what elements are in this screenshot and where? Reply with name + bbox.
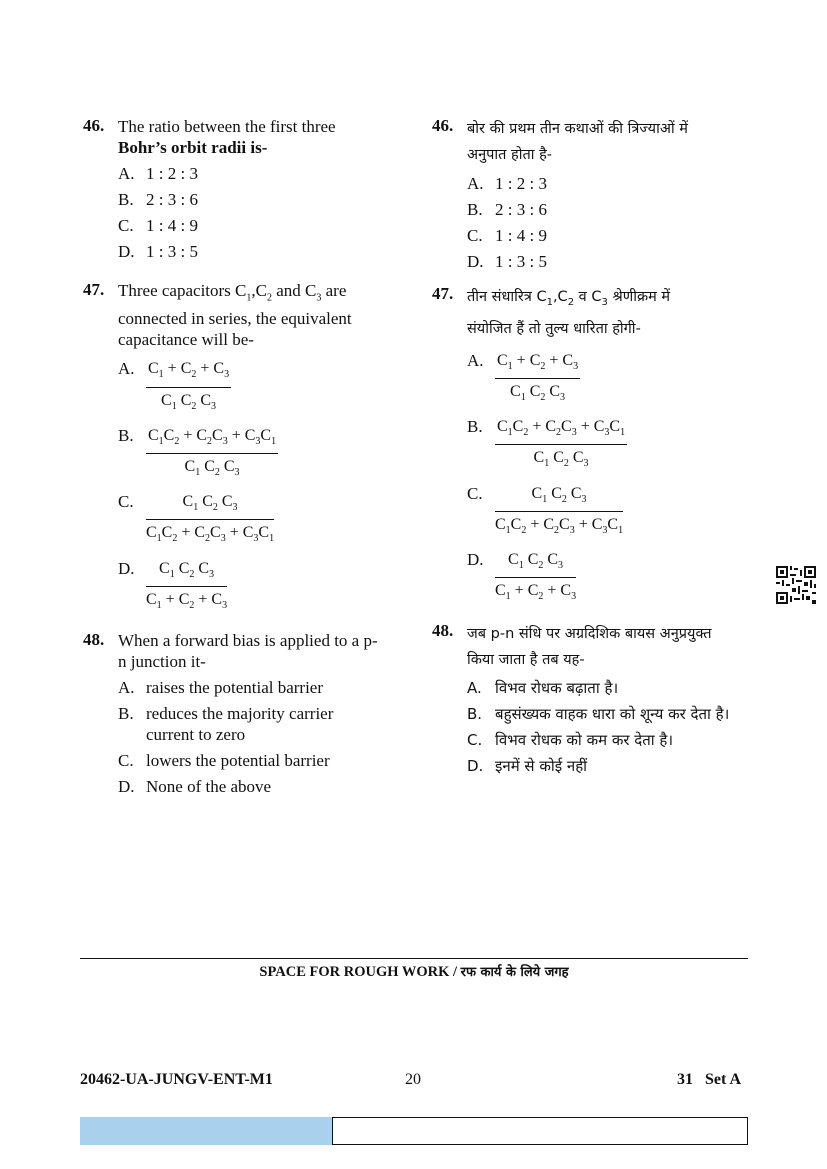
fraction: $\frac{C_1C_2 + C_2C_3 + C_3C_1}{C_1 C_2 C_3}$ — [148, 426, 277, 479]
question-48-en — [83, 630, 383, 797]
question-number: 47. — [83, 280, 105, 299]
question-number: 48. — [83, 629, 105, 649]
option-d[interactable]: D. 1 : 3 : 5 — [118, 242, 198, 261]
option-c[interactable]: C. 1 : 4 : 9 — [118, 216, 198, 235]
option-a[interactable]: A. 1 : 2 : 3 — [467, 174, 547, 193]
question-text: When a forward bias is applied to a p- n junction it- — [118, 630, 378, 671]
fraction: $\frac{C_1 + C_2 + C_3}{C_1 C_2 C_3}$ — [148, 360, 230, 412]
qr-code-icon — [776, 566, 816, 604]
bottom-color-bar — [80, 1117, 332, 1145]
option-b[interactable]: B. बहुसंख्यक वाहक धारा को शून्य कर देता है। — [467, 705, 730, 724]
fraction: $\frac{C_1 C_2 C_3}{C_1C_2 + C_2C_3 + C_3C_1}$ — [146, 493, 275, 545]
question-text: जब p-n संधि पर अग्रदिशिक बायस अनुप्रयुक्त किया जाता है तब यह- — [467, 626, 712, 669]
question-text: Three capacitors $C_1,C_2$ and $C_3$ are connected in series, the equivalent capacitance will be- — [118, 281, 352, 350]
option-d[interactable]: D. None of the above — [118, 776, 272, 796]
question-number: 46. — [432, 116, 454, 135]
option-a[interactable]: A. $\frac{C_1 + C_2 + C_3}{C_1 C_2 C_3}$ — [118, 358, 383, 416]
option-a[interactable]: A. 1 : 2 : 3 — [118, 164, 198, 183]
option-c[interactable]: C. $\frac{C_1 C_2 C_3}{C_1C_2 + C_2C_3 + C_3C_1}$ — [467, 483, 752, 541]
option-d[interactable]: D. 1 : 3 : 5 — [467, 252, 547, 271]
option-c[interactable]: C. $\frac{C_1 C_2 C_3}{C_1C_2 + C_2C_3 + C_3C_1}$ — [118, 491, 383, 549]
fraction: $\frac{C_1 C_2 C_3}{C_1 + C_2 + C_3}$ — [146, 559, 228, 611]
option-b[interactable]: B. $\frac{C_1C_2 + C_2C_3 + C_3C_1}{C_1 C_2 C_3}$ — [118, 425, 383, 483]
option-b[interactable]: B. 2 : 3 : 6 — [467, 200, 547, 219]
fraction: $\frac{C_1 C_2 C_3}{C_1 + C_2 + C_3}$ — [495, 551, 577, 603]
bottom-empty-box — [332, 1117, 748, 1145]
question-number: 46. — [83, 116, 105, 135]
question-46-en — [83, 116, 383, 262]
paper-code: 20462-UA-JUNGV-ENT-M1 — [80, 1071, 273, 1088]
option-b[interactable]: B. reduces the majority carrier current to zero — [118, 703, 334, 744]
option-a[interactable]: A. $\frac{C_1 + C_2 + C_3}{C_1 C_2 C_3}$ — [467, 350, 752, 408]
fraction: $\frac{C_1C_2 + C_2C_3 + C_3C_1}{C_1 C_2 C_3}$ — [497, 418, 626, 470]
option-b[interactable]: B. 2 : 3 : 6 — [118, 190, 198, 209]
page-number: 20 — [405, 1071, 421, 1088]
question-text: बोर की प्रथम तीन कथाओं की त्रिज्याओं में अनुपात होता है- — [467, 121, 688, 163]
option-c[interactable]: C. lowers the potential barrier — [118, 750, 330, 770]
option-d[interactable]: D. $\frac{C_1 C_2 C_3}{C_1 + C_2 + C_3}$ — [467, 549, 752, 607]
option-a[interactable]: A. विभव रोधक बढ़ाता है। — [467, 679, 619, 698]
question-47-en — [83, 280, 383, 616]
rough-work-heading: SPACE FOR ROUGH WORK / रफ कार्य के लिये जगह — [259, 964, 569, 980]
question-number: 48. — [432, 621, 454, 641]
option-a[interactable]: A. raises the potential barrier — [118, 677, 324, 697]
option-d[interactable]: D. $\frac{C_1 C_2 C_3}{C_1 + C_2 + C_3}$ — [118, 558, 383, 616]
rough-work-divider — [80, 958, 748, 959]
fraction: $\frac{C_1 + C_2 + C_3}{C_1 C_2 C_3}$ — [497, 351, 579, 404]
option-c[interactable]: C. 1 : 4 : 9 — [467, 226, 547, 245]
question-46-hi — [432, 116, 752, 272]
hindi-column — [432, 116, 752, 789]
english-column — [83, 116, 383, 809]
question-47-hi — [432, 284, 752, 607]
fraction: $\frac{C_1 C_2 C_3}{C_1C_2 + C_2C_3 + C_3C_1}$ — [495, 484, 624, 537]
option-c[interactable]: C. विभव रोधक को कम कर देता है। — [467, 731, 674, 750]
option-b[interactable]: B. $\frac{C_1C_2 + C_2C_3 + C_3C_1}{C_1 C_2 C_3}$ — [467, 416, 752, 474]
option-d[interactable]: D. इनमें से कोई नहीं — [467, 757, 588, 776]
question-text: तीन संधारित्र $C_1,C_2$ व $C_3$ श्रेणीक्रम में संयोजित हैं तो तुल्य धारिता होगी- — [467, 289, 671, 337]
question-number: 47. — [432, 284, 454, 303]
question-48-hi — [432, 621, 752, 777]
set-label: 31 Set A — [677, 1071, 741, 1088]
question-text: The ratio between the first three Bohr’s orbit radii is- — [118, 117, 336, 157]
